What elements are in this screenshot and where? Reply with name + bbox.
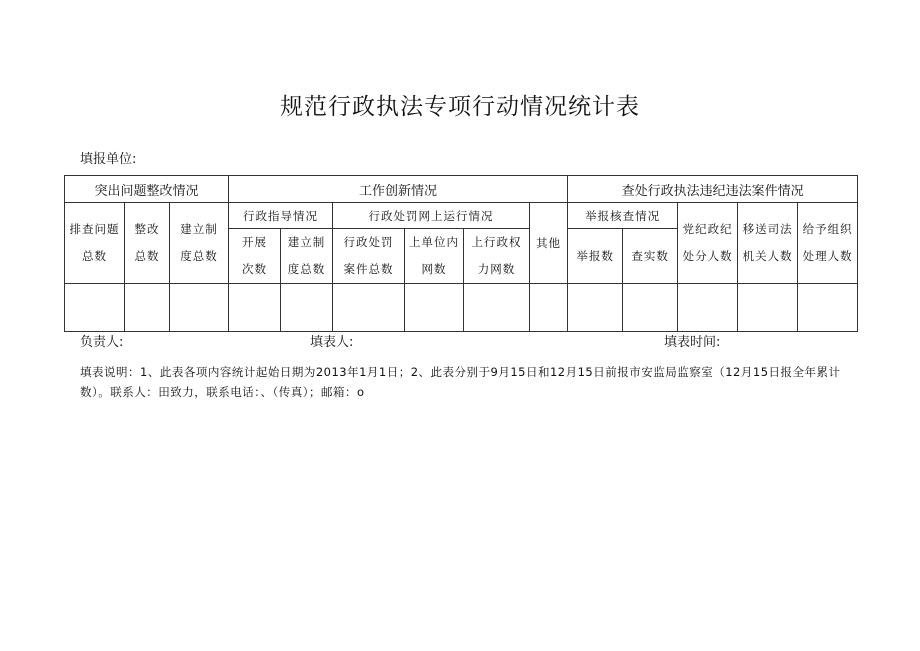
filling-instructions: 填表说明：1、此表各项内容统计起始日期为2013年1月1日；2、此表分别于9月15日和12月15日前报市安监局监察室（12月15日报全年累计数）。联系人：田致力，联系电话：、（传真）；邮箱：o — [80, 365, 841, 399]
page-title: 规范行政执法专项行动情况统计表 — [280, 94, 640, 120]
data-cell[interactable] — [125, 284, 170, 332]
statistics-table — [64, 175, 858, 332]
col-party-discipline: 党纪政纪 处分人数 — [678, 203, 738, 284]
col-guidance-count: 开展 次数 — [229, 229, 281, 284]
data-cell[interactable] — [464, 284, 530, 332]
col-guidance-systems: 建立制 度总数 — [281, 229, 333, 284]
reporting-unit-label: 填报单位: — [80, 152, 137, 167]
filler-label: 填表人: — [310, 335, 354, 350]
data-cell[interactable] — [738, 284, 798, 332]
data-cell[interactable] — [798, 284, 858, 332]
data-cell[interactable] — [281, 284, 333, 332]
col-systems-built: 建立制 度总数 — [170, 203, 229, 284]
col-verified-count: 查实数 — [623, 229, 678, 284]
data-cell[interactable] — [568, 284, 623, 332]
col-rectified: 整改 总数 — [125, 203, 170, 284]
col-report-count: 举报数 — [568, 229, 623, 284]
col-penalty-total: 行政处罚 案件总数 — [333, 229, 405, 284]
col-org-handling: 给予组织 处理人数 — [798, 203, 858, 284]
subgroup-guidance: 行政指导情况 — [229, 203, 333, 229]
subgroup-report: 举报核查情况 — [568, 203, 678, 229]
col-other: 其他 — [530, 203, 568, 284]
data-cell[interactable] — [405, 284, 464, 332]
group-rectification: 突出问题整改情况 — [65, 176, 229, 203]
data-cell[interactable] — [333, 284, 405, 332]
data-cell[interactable] — [678, 284, 738, 332]
col-judicial-transfer: 移送司法 机关人数 — [738, 203, 798, 284]
subgroup-online-penalty: 行政处罚网上运行情况 — [333, 203, 530, 229]
data-cell[interactable] — [229, 284, 281, 332]
col-online-count: 上单位内 网数 — [405, 229, 464, 284]
responsible-person-label: 负责人: — [80, 335, 124, 350]
data-cell[interactable] — [530, 284, 568, 332]
data-cell[interactable] — [170, 284, 229, 332]
col-power-online: 上行政权 力网数 — [464, 229, 530, 284]
group-innovation: 工作创新情况 — [229, 176, 568, 203]
group-cases: 查处行政执法违纪违法案件情况 — [568, 176, 858, 203]
data-cell[interactable] — [65, 284, 125, 332]
data-cell[interactable] — [623, 284, 678, 332]
col-problems-found: 排查问题 总数 — [65, 203, 125, 284]
fill-time-label: 填表时间: — [664, 335, 721, 350]
table-row — [65, 284, 858, 332]
